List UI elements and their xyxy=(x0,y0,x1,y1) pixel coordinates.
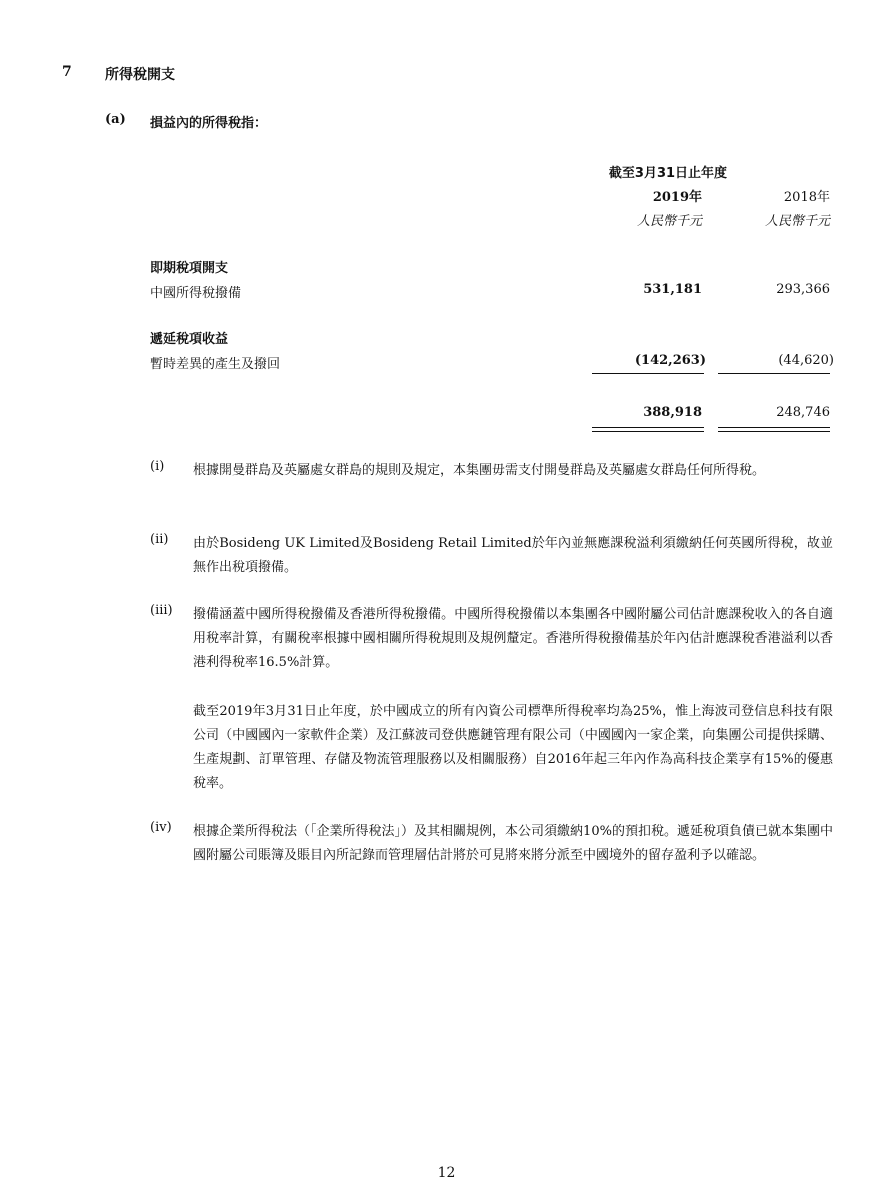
section-number: 7 xyxy=(62,64,72,80)
total-2018: 248,746 xyxy=(776,405,830,420)
row-label-deferred-tax: 遞延稅項收益 xyxy=(150,332,229,347)
value-2018-prc-tax: 293,366 xyxy=(776,282,830,297)
note-text: 撥備涵蓋中國所得稅撥備及香港所得稅撥備。中國所得稅撥備以本集團各中國附屬公司估計應課稅收入的各自適用稅率計算，有關稅率根據中國相關所得稅規則及規例釐定。香港所得稅撥備基於年內估計應課稅香港溢利以香港利得稅率16.5%計算。 xyxy=(193,607,833,670)
section-title: 所得稅開支 xyxy=(105,67,175,83)
col-2019-unit: 人民幣千元 xyxy=(636,214,702,229)
page-number: 12 xyxy=(437,1165,456,1181)
row-label-current-tax: 即期稅項開支 xyxy=(150,261,229,276)
total-double-rule-2018 xyxy=(718,427,830,432)
subtotal-rule-2019 xyxy=(592,373,704,374)
note-text: 根據企業所得稅法（「企業所得稅法」）及其相關規例，本公司須繳納10%的預扣稅。遞延稅項負債已就本集團中國附屬公司賬簿及賬目內所記錄而管理層估計將於可見將來將分派至中國境外的留存盈利予以確認。 xyxy=(193,824,833,863)
col-2019-year: 2019年 xyxy=(652,190,702,205)
note-text: 根據開曼群島及英屬處女群島的規則及規定，本集團毋需支付開曼群島及英屬處女群島任何所得稅。 xyxy=(193,463,766,478)
row-label-temp-diff: 暫時差異的產生及撥回 xyxy=(150,357,281,372)
subsection-title: 損益內的所得稅指： xyxy=(150,116,268,131)
note-text: 由於Bosideng UK Limited及Bosideng Retail Limited於年內並無應課稅溢利須繳納任何英國所得稅，故並無作出稅項撥備。 xyxy=(193,536,833,575)
value-2019-temp-diff: (142,263) xyxy=(634,353,706,368)
value-2019-prc-tax: 531,181 xyxy=(643,282,702,297)
total-2019: 388,918 xyxy=(643,405,702,420)
note-number: (ii) xyxy=(150,532,169,547)
note-number: (iv) xyxy=(150,820,172,835)
col-2018-year: 2018年 xyxy=(783,190,830,205)
note-number: (iii) xyxy=(150,603,173,618)
total-double-rule-2019 xyxy=(592,427,704,432)
col-2018-unit: 人民幣千元 xyxy=(764,214,830,229)
row-label-prc-tax: 中國所得稅撥備 xyxy=(150,286,242,301)
value-2018-temp-diff: (44,620) xyxy=(778,353,834,368)
period-header: 截至3月31日止年度 xyxy=(608,166,728,181)
subsection-label: (a) xyxy=(105,112,126,127)
subtotal-rule-2018 xyxy=(718,373,830,374)
note-number: (i) xyxy=(150,459,165,474)
note-text-continued: 截至2019年3月31日止年度，於中國成立的所有內資公司標準所得稅率均為25%，惟上海波司登信息科技有限公司（中國國內一家軟件企業）及江蘇波司登供應鏈管理有限公司（中國國內一家企業，向集團公司提供採購、生產規劃、訂單管理、存儲及物流管理服務以及相關服務）自2016年起三年內作為高科技企業享有15%的優惠稅率。 xyxy=(193,704,833,791)
